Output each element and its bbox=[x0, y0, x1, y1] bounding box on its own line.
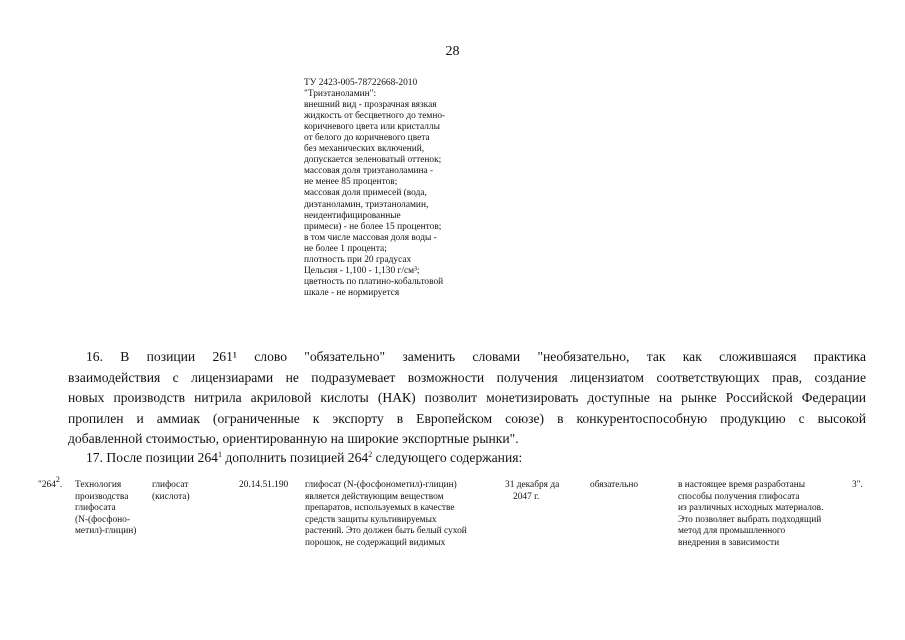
spec-line: в том числе массовая доля воды - bbox=[304, 232, 437, 243]
spec-block bbox=[304, 78, 494, 299]
cell-line: из различных исходных материалов. bbox=[678, 503, 824, 514]
cell-description bbox=[305, 480, 467, 550]
spec-line: массовая доля триэтаноламина - bbox=[304, 166, 434, 177]
paragraph-line-text: 16. В позиции 261¹ слово "обязательно" заменить словами "необязательно, так как сложившаяся практика bbox=[86, 349, 866, 364]
cell-date bbox=[505, 480, 559, 503]
position-number: "264 bbox=[38, 480, 56, 490]
paragraph-line: новых производств нитрила акриловой кислоты (НАК) позволит монетизировать доступные на рынке Российской Федерации bbox=[68, 390, 866, 405]
cell-line: 31 декабря да bbox=[505, 480, 560, 490]
page-number: 28 bbox=[445, 44, 460, 59]
superscript: 2 bbox=[55, 475, 60, 484]
spec-line: не более 1 процента; bbox=[304, 243, 387, 254]
cell-line: порошок, не содержащий видимых bbox=[305, 537, 446, 548]
cell-code bbox=[239, 480, 288, 492]
cell-line: растений. Это должен быть белый сухой bbox=[305, 526, 467, 537]
cell-line: глифосат bbox=[152, 480, 189, 490]
spec-line: не менее 85 процентов; bbox=[304, 177, 398, 188]
cell-line: внедрения в зависимости bbox=[678, 537, 780, 548]
cell-status bbox=[590, 480, 638, 492]
cell-line: способы получения глифосата bbox=[678, 491, 800, 502]
cell-line: 2047 г. bbox=[513, 491, 540, 502]
superscript: 1 bbox=[217, 450, 222, 459]
spec-line: жидкость от бесцветного до темно- bbox=[304, 111, 446, 122]
spec-line: массовая доля примесей (вода, bbox=[304, 188, 427, 199]
cell-line: производства bbox=[75, 491, 129, 502]
spec-line: шкале - не нормируется bbox=[304, 287, 400, 298]
spec-line: плотность при 20 градусах bbox=[304, 254, 412, 265]
cell-line: является действующим веществом bbox=[305, 491, 444, 502]
paragraph-line: взаимодействия с лицензиарами не подразумевает возможности получения лицензиатом соответствующих прав, создание bbox=[68, 369, 866, 385]
cell-line: Это позволяет выбрать подходящий bbox=[678, 514, 822, 525]
spec-line: коричневого цвета или кристаллы bbox=[304, 122, 440, 133]
cell-line: (кислота) bbox=[152, 491, 190, 502]
cell-line: глифосата bbox=[75, 503, 116, 514]
cell-line: глифосат (N-(фосфонометил)-глицин) bbox=[305, 480, 457, 490]
cell-line: средств защиты культивируемых bbox=[305, 514, 437, 525]
spec-line: без механических включений, bbox=[304, 144, 425, 155]
cell-position bbox=[38, 475, 63, 492]
superscript: 2 bbox=[368, 450, 373, 459]
cell-product bbox=[152, 480, 190, 503]
spec-line: допускается зеленоватый оттенок; bbox=[304, 155, 442, 166]
position-tail: . bbox=[59, 480, 63, 490]
paragraph-line: пропилен и аммиак (ограниченные к экспорту в Европейском союзе) в конкурентоспособную продукцию с высокой bbox=[68, 410, 866, 426]
cell-end bbox=[852, 480, 863, 492]
cell-line: метил)-глицин) bbox=[75, 526, 137, 537]
paragraph-text: следующего содержания: bbox=[372, 450, 523, 465]
paragraph-text: дополнить позицией 264 bbox=[221, 450, 369, 465]
cell-line: в настоящее время разработаны bbox=[678, 480, 806, 490]
spec-line: от белого до коричневого цвета bbox=[304, 133, 430, 144]
paragraph-16 bbox=[68, 347, 866, 450]
cell-line: обязательно bbox=[590, 480, 639, 490]
paragraph-text: 17. После позиции 264 bbox=[86, 450, 218, 465]
paragraph-line bbox=[68, 347, 866, 368]
paragraph-line: добавленной стоимостью, ориентированную на широкие экспортные рынки". bbox=[68, 431, 519, 446]
spec-line: "Триэтаноламин": bbox=[304, 89, 377, 100]
cell-note bbox=[678, 480, 823, 550]
cell-line: Технология bbox=[75, 480, 122, 490]
spec-line: примеси) - не более 15 процентов; bbox=[304, 221, 442, 232]
table-row bbox=[0, 475, 905, 570]
spec-line: Цельсия - 1,100 - 1,130 г/см³; bbox=[304, 265, 420, 276]
cell-line: препаратов, используемых в качестве bbox=[305, 503, 455, 514]
cell-name bbox=[75, 480, 136, 538]
spec-line: диэтаноламин, триэтаноламин, bbox=[304, 199, 429, 210]
cell-line: (N-(фосфоно- bbox=[75, 514, 130, 525]
cell-line: метод для промышленного bbox=[678, 526, 786, 537]
cell-line: 20.14.51.190 bbox=[239, 480, 289, 490]
spec-line: внешний вид - прозрачная вязкая bbox=[304, 100, 437, 111]
paragraph-17 bbox=[68, 448, 866, 469]
spec-line: цветность по платино-кобальтовой bbox=[304, 276, 444, 287]
cell-line: 3". bbox=[852, 480, 863, 490]
spec-line: ТУ 2423-005-78722668-2010 bbox=[304, 78, 418, 88]
spec-line: неидентифицированные bbox=[304, 210, 401, 221]
